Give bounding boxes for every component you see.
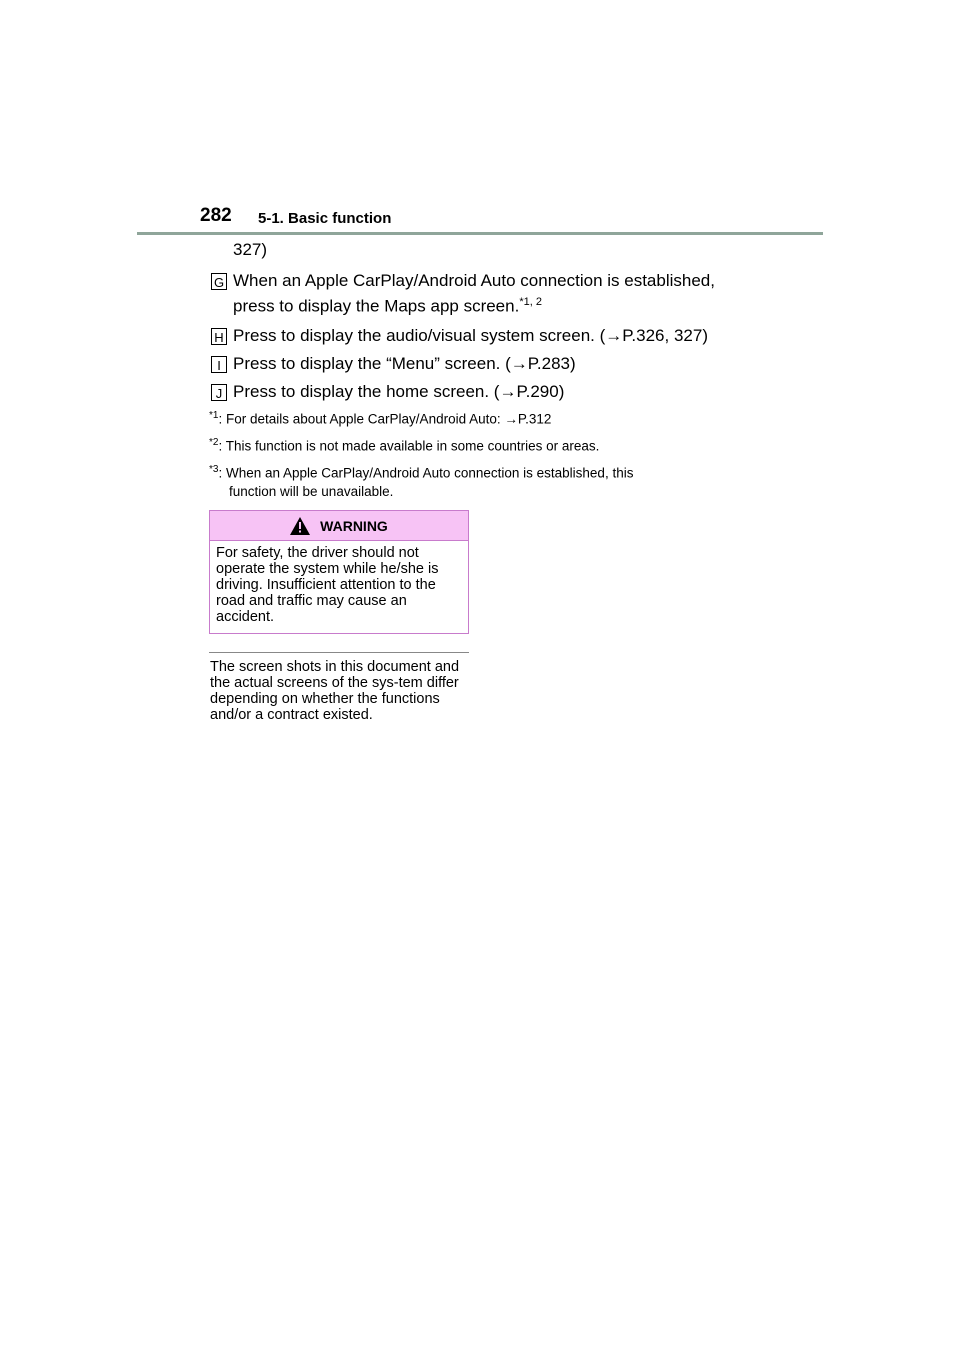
warning-header [210,511,468,541]
item-j-text: Press to display the home screen. (→P.290) [233,382,565,401]
footnote-1: $^{*1}$: For details about Apple CarPlay/Android Auto: →P.312 [209,410,552,427]
page-number: 282 [200,205,232,226]
warning-title: WARNING [320,517,388,534]
badge-g: G [211,273,227,290]
badge-h: H [211,328,227,345]
footnote-3-cont: function will be unavailable. [229,484,394,499]
header-rule [137,232,823,235]
badge-i: I [211,356,227,373]
item-g-line1: When an Apple CarPlay/Android Auto connection is established, [233,271,715,290]
item-h-text: Press to display the audio/visual system screen. (→P.326, 327) [233,326,708,345]
badge-j: J [211,384,227,401]
note-text: The screen shots in this document and the actual screens of the sys-tem differ depending on whether the functions and/or a contract existed. [210,659,460,723]
footnote-3: $^{*3}$: When an Apple CarPlay/Android Auto connection is established, this [209,464,634,481]
continuation-text: 327) [233,240,268,259]
item-g-line2: press to display the Maps app screen.$^{*1, 2}$ [233,296,542,316]
warning-icon [290,517,310,535]
item-i-text: Press to display the “Menu” screen. (→P.283) [233,354,576,373]
note-divider [209,652,469,653]
warning-body: For safety, the driver should not operate the system while he/she is driving. Insufficient attention to the road and traffic may cause an accident. [216,545,439,625]
item-g-sup: *1, 2 [519,296,542,308]
warning-box [209,510,469,634]
footnote-2: $^{*2}$: This function is not made available in some countries or areas. [209,437,600,454]
section-title: 5-1. Basic function [258,210,392,227]
